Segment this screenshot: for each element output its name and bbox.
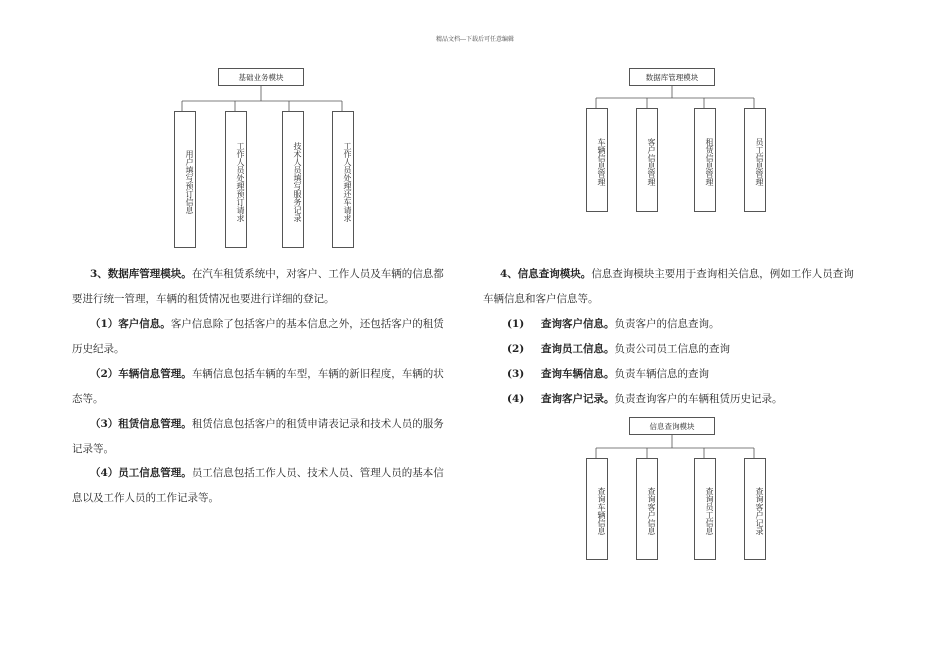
diagram-db-root: 数据库管理模块 bbox=[629, 68, 715, 86]
section-4-title: 4、信息查询模块。 bbox=[500, 268, 592, 280]
query-item-2-body: 负责公司员工信息的查询 bbox=[614, 343, 730, 355]
diagram-db-child-4: 员工信息管理 bbox=[744, 108, 766, 212]
query-item-4 bbox=[507, 387, 887, 412]
query-item-2 bbox=[507, 337, 887, 362]
diagram-query-child-1: 查询车辆信息 bbox=[586, 458, 608, 560]
para-4-title: （4）员工信息管理。 bbox=[90, 467, 192, 479]
section-3-line-1 bbox=[90, 262, 480, 287]
diagram-query-child-4: 查询客户记录 bbox=[744, 458, 766, 560]
query-item-3-num: (3) bbox=[507, 368, 525, 380]
section-3-body-1: 在汽车租赁系统中，对客户、工作人员及车辆的信息都 bbox=[191, 268, 444, 280]
query-item-4-num: (4) bbox=[507, 393, 525, 405]
diagram-basic-root: 基础业务模块 bbox=[218, 68, 304, 86]
para-3-title: （3）租赁信息管理。 bbox=[90, 418, 192, 430]
query-item-4-title: 查询客户记录。 bbox=[541, 393, 615, 405]
para-3-line-2: 记录等。 bbox=[72, 443, 114, 455]
diagram-basic-child-1: 用户填写预订信息 bbox=[174, 111, 196, 248]
section-3-title: 3、数据库管理模块。 bbox=[90, 268, 192, 280]
diagram-query-child-2: 查询客户信息 bbox=[636, 458, 658, 560]
para-1-line-2: 历史纪录。 bbox=[72, 343, 125, 355]
section-3-line-2: 要进行统一管理，车辆的租赁情况也要进行详细的登记。 bbox=[72, 293, 335, 305]
diagram-db-child-2: 客户信息管理 bbox=[636, 108, 658, 212]
para-2-title: （2）车辆信息管理。 bbox=[90, 368, 192, 380]
para-1-body-1: 客户信息除了包括客户的基本信息之外，还包括客户的租赁 bbox=[170, 318, 444, 330]
section-4-line-1 bbox=[500, 262, 900, 287]
diagram-basic-child-4: 工作人员处理还车请求 bbox=[332, 111, 354, 248]
query-item-2-num: (2) bbox=[507, 343, 525, 355]
para-1-title: （1）客户信息。 bbox=[90, 318, 171, 330]
query-item-3 bbox=[507, 362, 887, 387]
diagram-db-child-3: 租赁信息管理 bbox=[694, 108, 716, 212]
header-note: 精品文档---下载后可任意编辑 bbox=[435, 36, 515, 43]
query-item-3-title: 查询车辆信息。 bbox=[541, 368, 615, 380]
diagram-basic-child-2: 工作人员处理预订请求 bbox=[225, 111, 247, 248]
query-item-3-body: 负责车辆信息的查询 bbox=[614, 368, 709, 380]
para-1-line-1 bbox=[90, 312, 480, 337]
diagram-query-child-3: 查询员工信息 bbox=[694, 458, 716, 560]
para-4-body-1: 员工信息包括工作人员、技术人员、管理人员的基本信 bbox=[191, 467, 444, 479]
query-item-2-title: 查询员工信息。 bbox=[541, 343, 615, 355]
diagram-query-root: 信息查询模块 bbox=[629, 417, 715, 435]
para-3-line-1 bbox=[90, 412, 480, 437]
para-2-body-1: 车辆信息包括车辆的车型，车辆的新旧程度，车辆的状 bbox=[191, 368, 444, 380]
para-3-body-1: 租赁信息包括客户的租赁申请表记录和技术人员的服务 bbox=[191, 418, 444, 430]
para-4-line-2: 息以及工作人员的工作记录等。 bbox=[72, 492, 219, 504]
diagram-db-child-1: 车辆信息管理 bbox=[586, 108, 608, 212]
query-item-1 bbox=[507, 312, 887, 337]
section-4-body-1: 信息查询模块主要用于查询相关信息，例如工作人员查询 bbox=[591, 268, 854, 280]
section-4-line-2: 车辆信息和客户信息等。 bbox=[483, 293, 599, 305]
query-item-1-title: 查询客户信息。 bbox=[541, 318, 615, 330]
query-item-1-num: (1) bbox=[507, 318, 525, 330]
para-4-line-1 bbox=[90, 461, 480, 486]
para-2-line-2: 态等。 bbox=[72, 393, 104, 405]
diagram-basic-child-3: 技术人员填写服务记录 bbox=[282, 111, 304, 248]
query-item-1-body: 负责客户的信息查询。 bbox=[614, 318, 720, 330]
query-item-4-body: 负责查询客户的车辆租赁历史记录。 bbox=[614, 393, 783, 405]
para-2-line-1 bbox=[90, 362, 480, 387]
